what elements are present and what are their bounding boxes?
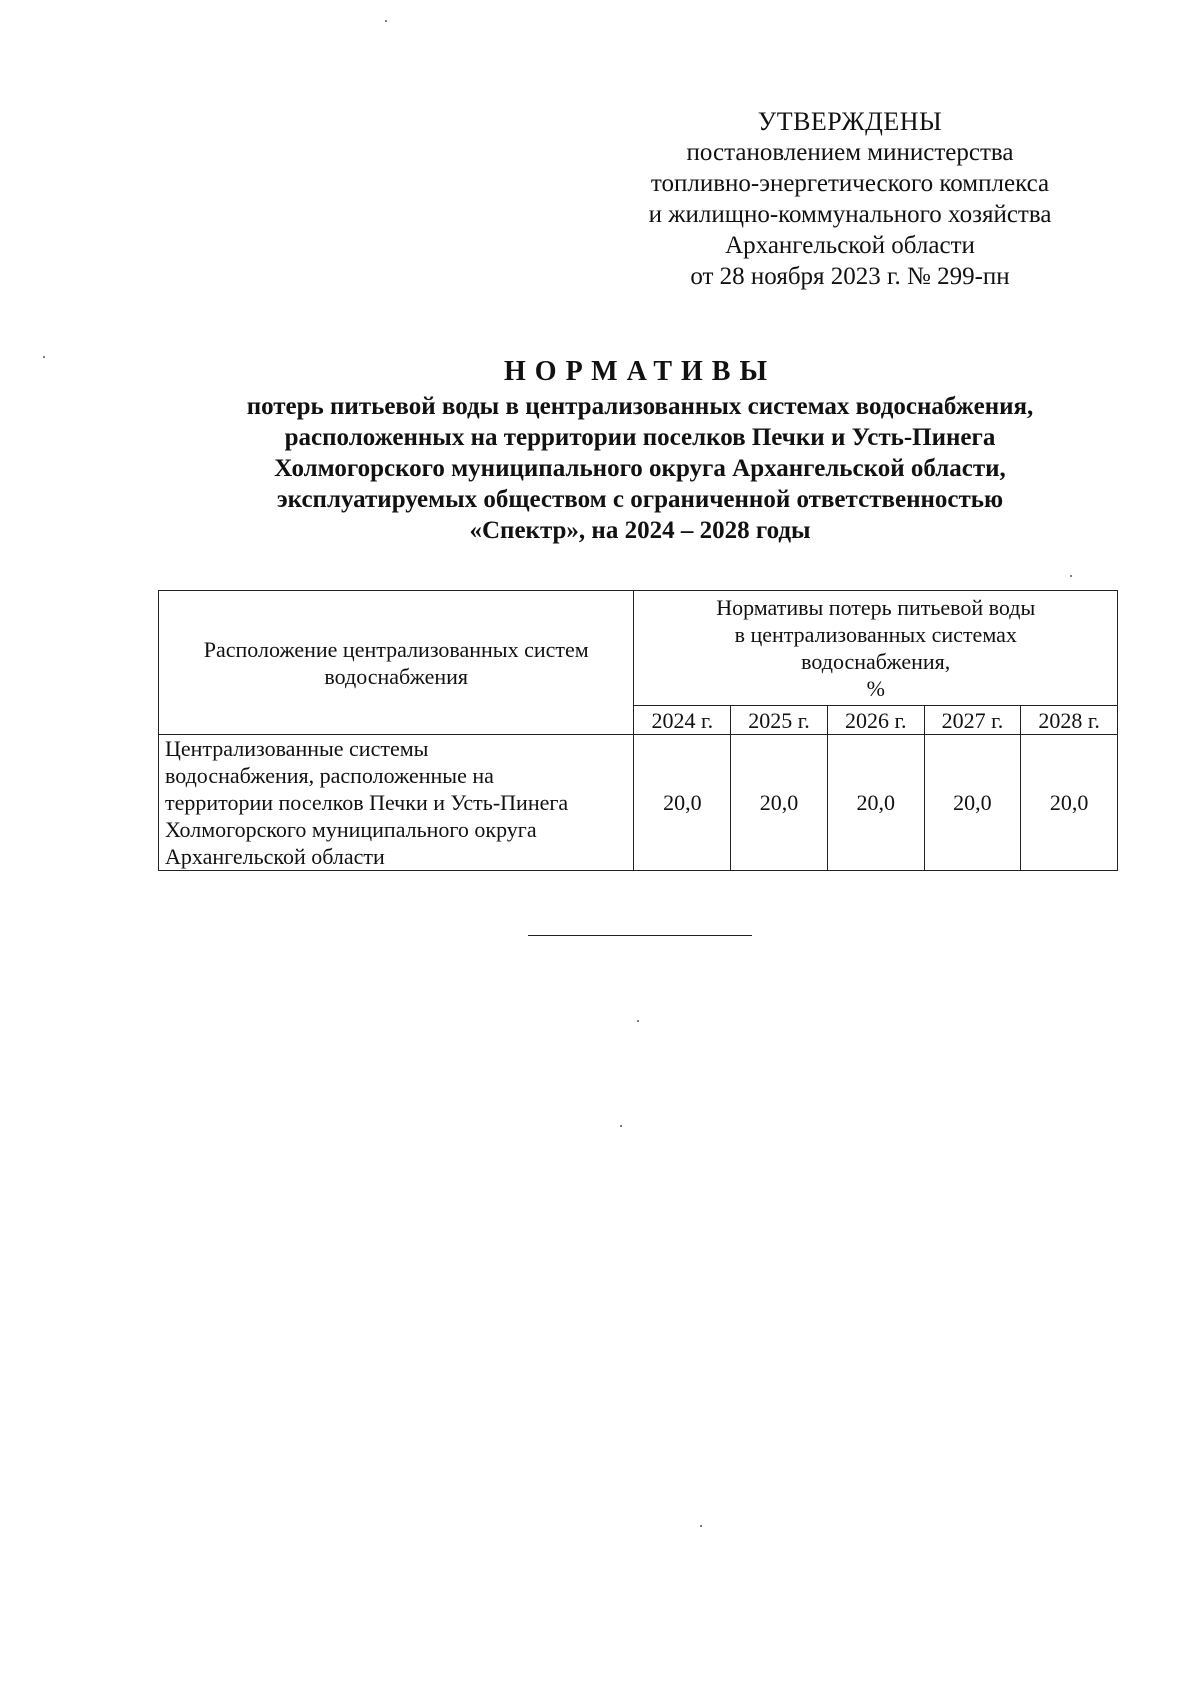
document-subtitle-line: «Спектр», на 2024 – 2028 годы	[469, 517, 811, 544]
year-header-2028: 2028 г.	[1021, 706, 1118, 735]
location-line: Централизованные системы	[165, 736, 429, 761]
location-header-line: водоснабжения	[324, 663, 469, 689]
table-row	[159, 735, 1118, 871]
approval-line: топливно-энергетического комплекса	[650, 170, 1050, 197]
location-column-header	[159, 591, 634, 735]
approval-date-line: от 28 ноября 2023 г. № 299-пн	[690, 263, 1010, 290]
document-subtitle-line: Холмогорского муниципального округа Архангельской области,	[274, 455, 1006, 482]
table-header-row	[159, 591, 1118, 706]
location-line: Архангельской области	[165, 844, 385, 869]
value-cell-2027: 20,0	[924, 735, 1021, 871]
scan-speck	[43, 356, 45, 358]
norms-header-line: в централизованных системах	[734, 622, 1017, 647]
location-cell	[159, 735, 634, 871]
document-subtitle-line: потерь питьевой воды в централизованных системах водоснабжения,	[246, 393, 1034, 420]
norms-header-unit: %	[866, 676, 885, 701]
year-header-2024: 2024 г.	[634, 706, 731, 735]
year-header-2027: 2027 г.	[924, 706, 1021, 735]
location-header-line: Расположение централизованных систем	[203, 636, 589, 662]
norms-column-header	[634, 591, 1118, 706]
document-title: НОРМАТИВЫ	[504, 356, 776, 387]
value-cell-2028: 20,0	[1021, 735, 1118, 871]
approval-line: Архангельской области	[725, 232, 975, 259]
year-header-2026: 2026 г.	[827, 706, 924, 735]
document-subtitle-line: эксплуатируемых обществом с ограниченной ответственностью	[276, 486, 1004, 513]
year-header-2025: 2025 г.	[731, 706, 828, 735]
approval-block	[600, 106, 1100, 292]
scan-speck	[637, 1020, 639, 1022]
scan-speck	[385, 20, 387, 22]
approval-line: постановлением министерства	[686, 139, 1014, 166]
approval-line: и жилищно-коммунального хозяйства	[648, 201, 1052, 228]
scan-speck	[620, 1125, 622, 1127]
value-cell-2026: 20,0	[827, 735, 924, 871]
location-line: территории поселков Печки и Усть-Пинега	[165, 790, 569, 815]
approval-heading: УТВЕРЖДЕНЫ	[757, 107, 943, 136]
title-block	[150, 355, 1130, 546]
value-cell-2024: 20,0	[634, 735, 731, 871]
value-cell-2025: 20,0	[731, 735, 828, 871]
location-line: Холмогорского муниципального округа	[165, 817, 537, 842]
norms-header-line: водоснабжения,	[801, 649, 951, 674]
location-line: водоснабжения, расположенные на	[165, 763, 494, 788]
norms-table	[158, 590, 1118, 871]
document-subtitle-line: расположенных на территории поселков Печки и Усть-Пинега	[284, 424, 996, 451]
norms-header-line: Нормативы потерь питьевой воды	[716, 595, 1036, 620]
scan-speck	[700, 1525, 702, 1527]
closing-divider	[528, 935, 752, 936]
scan-speck	[1070, 575, 1072, 577]
